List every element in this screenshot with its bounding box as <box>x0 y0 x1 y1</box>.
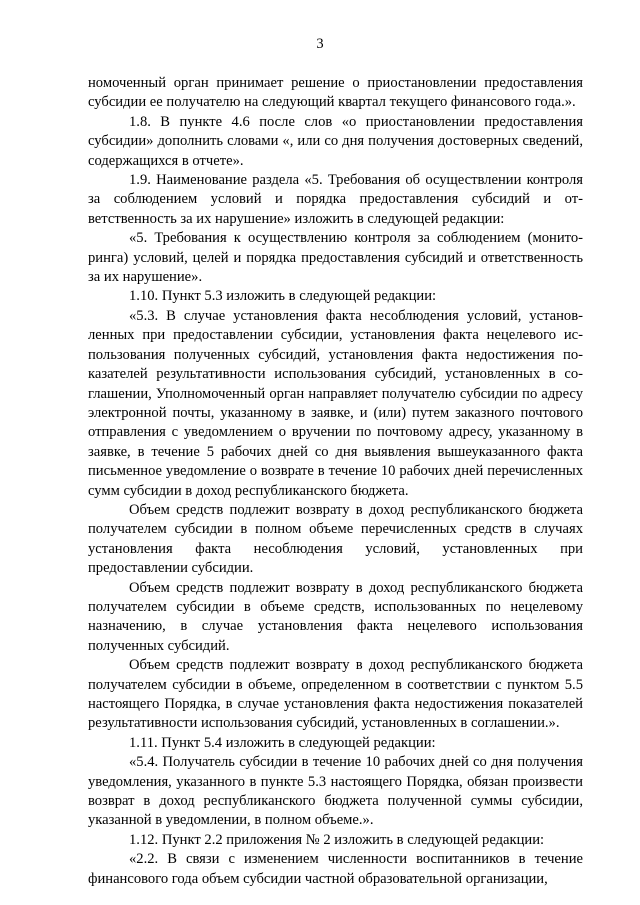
paragraph-1-10: 1.10. Пункт 5.3 изложить в следующей редакции: <box>129 288 437 305</box>
document-text <box>88 74 583 889</box>
page-number: 3 <box>316 36 324 52</box>
paragraph-refund-full: Объем средств подлежит возврату в доход республиканского бюджета получателем субсидии в полном объеме перечисленных средств в случаях установления факта несоблюдения условий, установленных при предоставлении субсидии. <box>88 501 583 577</box>
paragraph-1-9: 1.9. Наименование раздела «5. Требования об осуществлении контроля за соблюдением условий и порядка предоставления субсидий и ответственность за их нарушение» изложить в следующей редакции: <box>88 172 583 227</box>
paragraph-5-3: «5.3. В случае установления факта несоблюдения условий, установленных при предоставлении субсидии, установления факта нецелевого использования полученных субсидий, установления факта недостижения показателей результативности использования субсидий, установленных в соглашении, Уполномоченный орган направляет получателю субсидии по адресу электронной почты, указанному в заявке, и (или) путем заказного почтового отправления с уведомлением о вручении по почтовому адресу, указанному в заявке, в течение 5 рабочих дней со дня выявления вышеуказанного факта письменное уведомление о возврате в течение 10 рабочих дней перечисленных сумм субсидии в доход республиканского бюджета. <box>88 307 583 499</box>
paragraph-1-8: 1.8. В пункте 4.6 после слов «о приостановлении предоставления субсидии» дополнить словами «, или со дня получения достоверных сведений, содержащихся в отчете». <box>88 113 583 169</box>
paragraph-1-12: 1.12. Пункт 2.2 приложения № 2 изложить в следующей редакции: <box>129 831 545 848</box>
paragraph-2-2: «2.2. В связи с изменением численности воспитанников в течение финансового года объем субсидии частной образовательной организации, <box>88 851 583 887</box>
paragraph-refund-indicators: Объем средств подлежит возврату в доход республиканского бюджета получателем субсидии в объеме, определенном в соответствии с пунктом 5.5 настоящего Порядка, в случае установления факта недостижения показателей результативности использования субсидий, установленных в соглашении.». <box>88 657 583 732</box>
paragraph-1-11: 1.11. Пункт 5.4 изложить в следующей редакции: <box>129 734 436 751</box>
paragraph-5-4: «5.4. Получатель субсидии в течение 10 рабочих дней со дня получения уведомления, указанного в пункте 5.3 настоящего Порядка, обязан произвести возврат в доход республиканского бюджета полученной суммы субсидии, указанной в уведомлении, в полном объеме.». <box>88 754 583 829</box>
paragraph-refund-misuse: Объем средств подлежит возврату в доход республиканского бюджета получателем субсидии в объеме средств, использованных по нецелевому назначению, в случае установления факта нецелевого использования полученных субсидий. <box>88 579 583 654</box>
paragraph-continuation: номоченный орган принимает решение о приостановлении предоставления субсидии ее получателю на следующий квартал текущего финансового года.». <box>88 75 583 111</box>
paragraph-section-5-title: «5. Требования к осуществлению контроля за соблюдением (мониторинга) условий, целей и порядка предоставления субсидий и ответственность за их нарушение». <box>88 230 583 286</box>
